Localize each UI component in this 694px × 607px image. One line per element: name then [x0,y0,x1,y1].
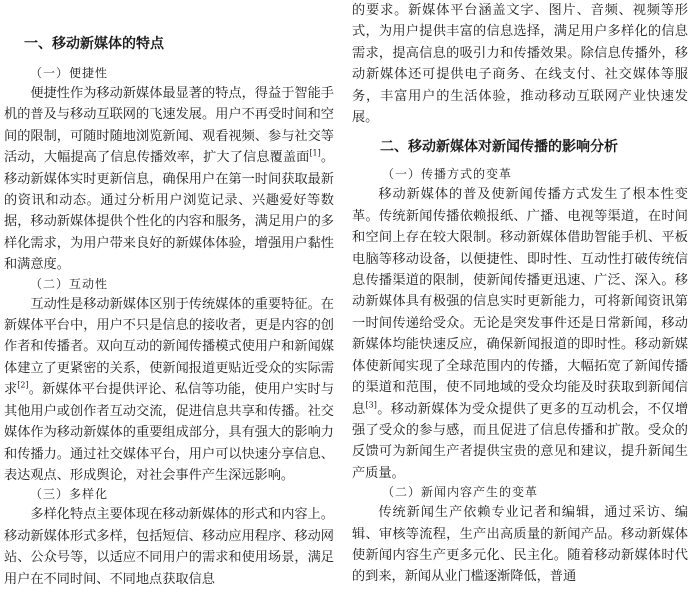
citation-2: [2] [17,380,29,390]
paragraph-transmission-change [352,184,688,484]
paragraph-text: 互动性是移动新媒体区别于传统媒体的重要特征。在新媒体平台中，用户不只是信息的接收者，更是内容的创作者和传播者。双向互动的新闻传播模式使用户和新闻媒体建立了更紧密的关系，使新闻报道更贴近受众的实际需求 [4,296,334,398]
subheading-diversity: （三）多样化 [30,487,109,502]
paragraph-text: 。新媒体平台提供评论、私信等功能，使用户实时与其他用户或创作者互动交流，促进信息共享和传播。社交媒体作为移动新媒体的重要组成部分，具有强大的影响力和传播力。通过社交媒体平台，用户可以快速分享信息、表达观点、形成舆论，对社会事件产生深远影响。 [4,382,335,483]
paragraph-content-change: 传统新闻生产依赖专业记者和编辑，通过采访、编辑、审核等流程，生产出高质量的新闻产品。移动新媒体使新闻内容生产更多元化、民主化。随着移动新媒体时代的到来，新闻从业门槛逐渐降低，普通 [352,505,688,585]
left-column [4,0,334,590]
paragraph-interactivity [4,294,334,487]
section-heading-impact: 二、移动新媒体对新闻传播的影响分析 [380,139,618,156]
citation-3: [3] [365,400,377,410]
paragraph-convenience [4,83,334,276]
subheading-convenience: （一）便捷性 [30,66,109,80]
paragraph-text: 。移动新媒体为受众提供了更多的互动机会，不仅增强了受众的参与感，而且促进了信息传播和扩散。受众的反馈可为新闻生产者提供宝贵的意见和建议，提升新闻生产质量。 [352,401,689,481]
section-heading-characteristics: 一、移动新媒体的特点 [24,36,164,52]
paragraph-text: 移动新媒体的普及使新闻传播方式发生了根本性变革。传统新闻传播依赖报纸、广播、电视等渠道，在时间和空间上存在较大限制。移动新媒体借助智能手机、平板电脑等移动设备，以便捷性、即时性、互动性打破传统信息传播渠道的限制，使新闻传播更迅速、广泛、深入。移动新媒体具有极强的信息实时更新能力，可将新闻资讯第一时间传递给受众。无论是突发事件还是日常新闻，移动新媒体均能快速反应，确保新闻报道的即时性。移动新媒体使新闻实现了全球范围内的传播，大幅拓宽了新闻传播的渠道和范围，使不同地域的受众均能及时获取到新闻信息 [352,187,688,417]
subheading-transmission-change: （一）传播方式的变革 [382,167,513,182]
right-column [352,0,688,588]
paragraph-diversity: 多样化特点主要体现在移动新媒体的形式和内容上。移动新媒体形式多样，包括短信、移动应用程序、移动网站、公众号等，以适应不同用户的需求和使用场景，满足用户在不同时间、不同地点获取信息 [4,507,334,587]
subheading-content-change: （二）新闻内容产生的变革 [382,485,539,500]
paragraph-text: 。移动新媒体实时更新信息，确保用户在第一时间获取最新的资讯和动态。通过分析用户浏览记录、兴趣爱好等数据，移动新媒体提供个性化的内容和服务，满足用户的多样化需求，为用户带来良好的新媒体体验，增强用户黏性和满意度。 [4,150,335,273]
paragraph-text: 便捷性作为移动新媒体最显著的特点，得益于智能手机的普及与移动互联网的飞速发展。用户不再受时间和空间的限制，可随时随地浏览新闻、观看视频、参与社交等活动，大幅提高了信息传播效率，扩大了信息覆盖面 [4,86,334,166]
paragraph-diversity-continued: 的要求。新媒体平台涵盖文字、图片、音频、视频等形式，为用户提供丰富的信息选择，满足用户多样化的信息需求，提高信息的吸引力和传播效果。除信息传播外，移动新媒体还可提供电子商务、在线支付、社交媒体等服务，丰富用户的生活体验，推动移动互联网产业快速发展。 [352,3,688,126]
subheading-interactivity: （二）互动性 [30,276,109,291]
citation-1: [1] [309,148,321,158]
